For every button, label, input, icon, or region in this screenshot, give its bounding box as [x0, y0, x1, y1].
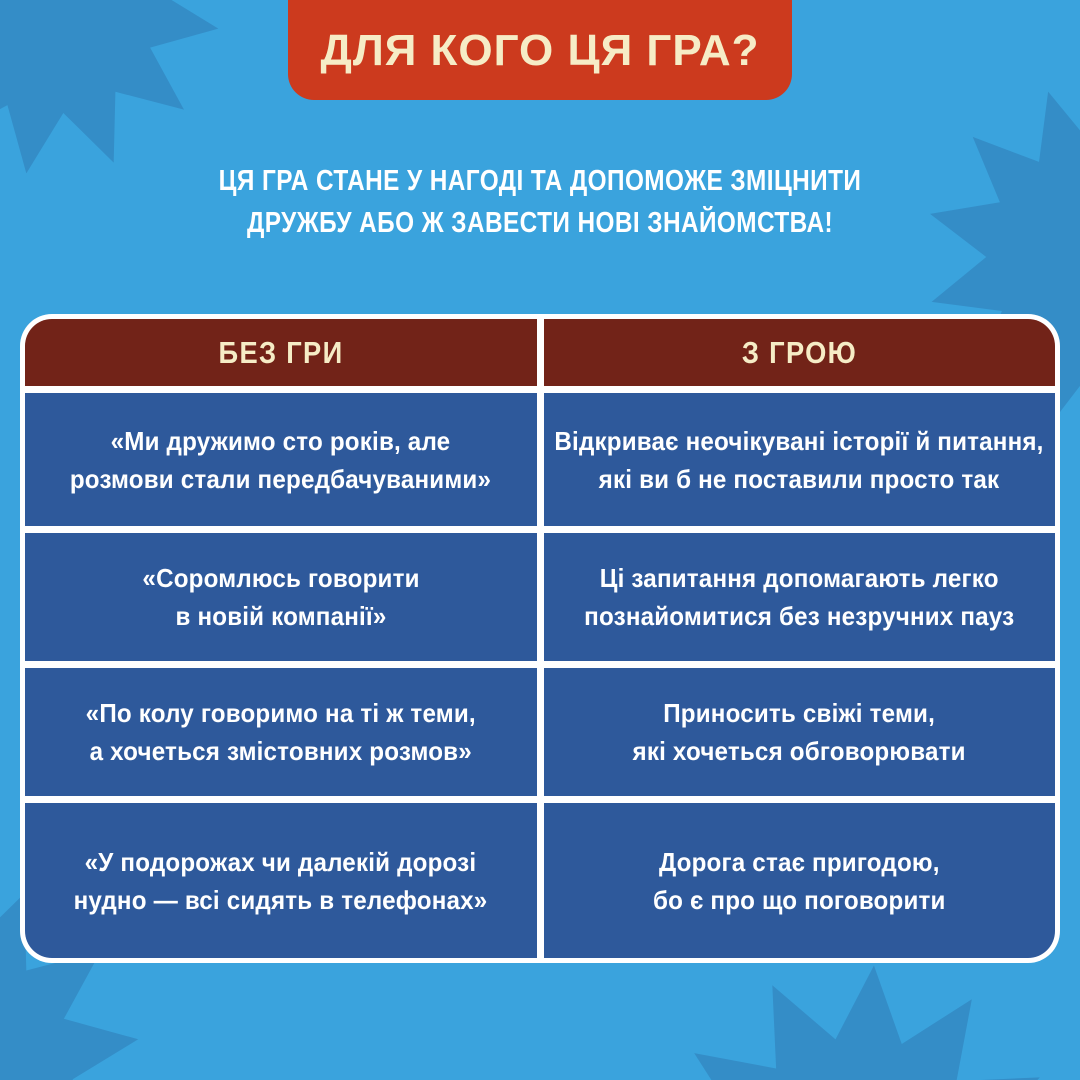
cell-text-line: які хочеться обговорювати [632, 736, 966, 766]
table-cell-without-game-row-1 [25, 393, 537, 526]
subtitle [86, 160, 993, 244]
page-title: ДЛЯ КОГО ЦЯ ГРА? [320, 26, 760, 75]
cell-text-line: які ви б не поставили просто так [598, 463, 1000, 494]
comparison-table [20, 314, 1060, 963]
cell-text-line: в новій компанії» [175, 601, 387, 631]
title-banner [288, 0, 792, 100]
cell-text-line: бо є про що поговорити [652, 884, 946, 915]
cell-text-line: розмови стали передбачуваними» [70, 463, 492, 494]
cell-text-line: «Соромлюсь говорити [142, 563, 420, 593]
subtitle-line-1: ЦЯ ГРА СТАНЕ У НАГОДІ ТА ДОПОМОЖЕ ЗМІЦНИТИ [218, 165, 862, 197]
column-header-without-game [25, 319, 537, 386]
cell-text-line: Дорога стає пригодою, [658, 846, 940, 877]
cell-text-line: нудно — всі сидять в телефонах» [73, 884, 488, 915]
table-cell-with-game-row-3 [544, 668, 1056, 796]
cell-text-line: Відкриває неочікувані історії й питання, [554, 425, 1044, 456]
cell-text-line: Ці запитання допомагають легко [599, 563, 999, 593]
cell-text-line: Приносить свіжі теми, [663, 698, 936, 728]
column-header-label: БЕЗ ГРИ [218, 334, 344, 370]
cell-text-line: «Ми дружимо сто років, але [110, 425, 451, 456]
table-cell-without-game-row-3 [25, 668, 537, 796]
starburst-icon-bottom-right [647, 952, 1074, 1080]
cell-text-line: «По колу говоримо на ті ж теми, [85, 698, 476, 728]
cell-text-line: познайомитися без незручних пауз [584, 601, 1015, 631]
table-cell-with-game-row-2 [544, 533, 1056, 661]
column-header-with-game [544, 319, 1056, 386]
cell-text-line: а хочеться змістовних розмов» [89, 736, 472, 766]
table-cell-without-game-row-2 [25, 533, 537, 661]
table-cell-with-game-row-4 [544, 803, 1056, 958]
subtitle-line-2: ДРУЖБУ АБО Ж ЗАВЕСТИ НОВІ ЗНАЙОМСТВА! [246, 207, 834, 239]
table-cell-with-game-row-1 [544, 393, 1056, 526]
table-cell-without-game-row-4 [25, 803, 537, 958]
column-header-label: З ГРОЮ [741, 334, 857, 370]
cell-text-line: «У подорожах чи далекій дорозі [84, 846, 477, 877]
